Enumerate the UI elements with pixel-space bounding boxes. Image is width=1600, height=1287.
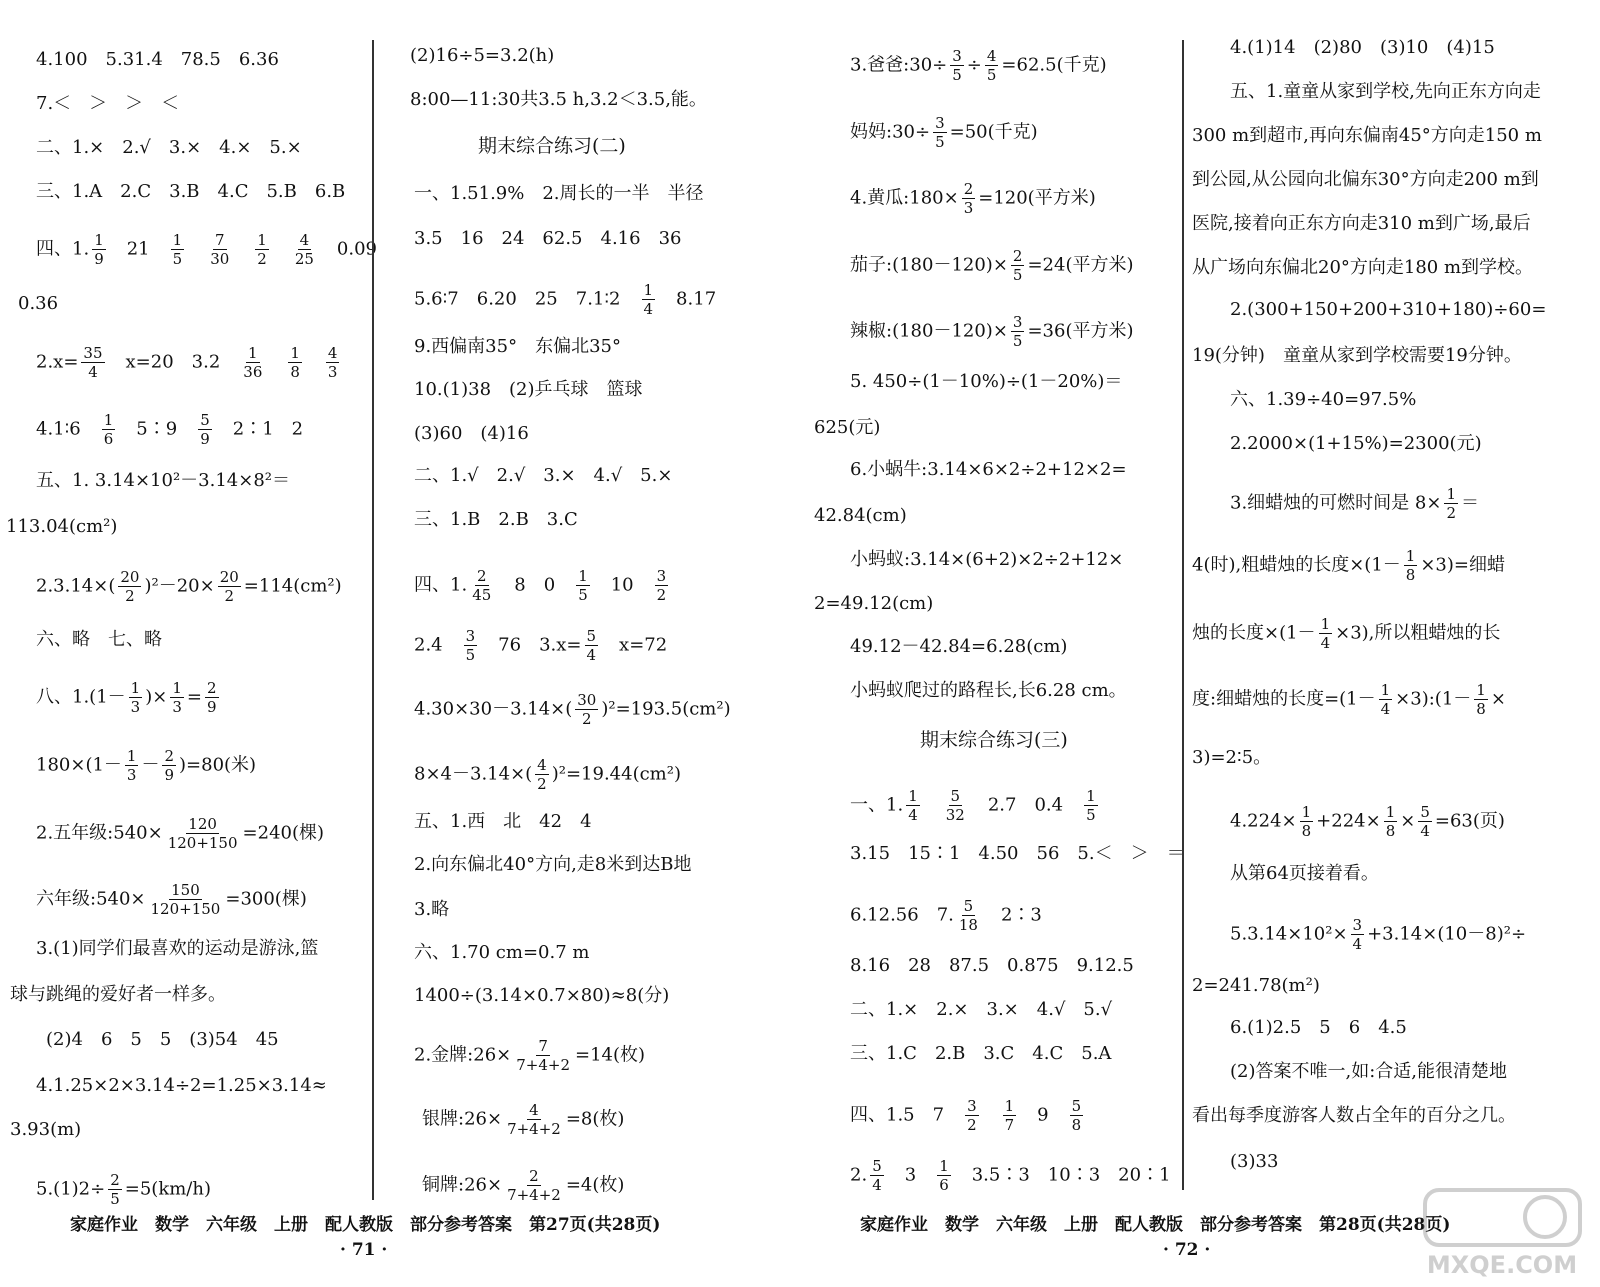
answer-line: 五、1.童童从家到学校,先向正东方向走 [1230,81,1541,102]
answer-line: 小蚂蚁爬过的路程长,长6.28 cm。 [850,680,1127,701]
answer-line: 六年级:540× $\frac{150}{120+150}$ =300(棵) [36,881,307,918]
fraction: $\frac{2}{5}$ [110,1171,120,1208]
answer-line: 113.04(cm²) [6,516,118,537]
fraction: $\frac{4}{3}$ [327,344,338,381]
fraction: $\frac{1}{9}$ [94,231,104,268]
fraction: $\frac{20}{2}$ [219,568,239,605]
answer-line: 4.224× $\frac{1}{8}$ +224× $\frac{1}{8}$ × $\frac{5}{4}$ =63(页) [1230,803,1505,840]
answer-line: (2)4 6 5 5 (3)54 45 [46,1029,279,1050]
fraction: $\frac{5}{4}$ [586,627,597,664]
fraction: $\frac{2}{9}$ [164,747,175,784]
fraction: $\frac{3}{5}$ [935,114,945,151]
fraction: $\frac{30}{2}$ [577,691,597,728]
fraction: $\frac{3}{4}$ [1352,916,1363,953]
fraction: $\frac{4}{7+4+2}$ [507,1101,561,1138]
answer-line: 625(元) [814,417,881,438]
fraction: $\frac{1}{8}$ [1385,803,1396,840]
answer-line: 2.向东偏北40°方向,走8米到达B地 [414,854,692,875]
answer-line: 4.30×30－3.14×( $\frac{30}{2}$ )²=193.5(cm²) [414,691,731,728]
answer-line: 从第64页接着看。 [1230,863,1379,884]
fraction: $\frac{1}{3}$ [126,747,137,784]
fraction: $\frac{1}{8}$ [1405,547,1416,584]
answer-line: 2.2000×(1+15%)=2300(元) [1230,433,1482,454]
answer-line: 7.＜ ＞ ＞ ＜ [36,93,180,114]
answer-line: 4.1.25×2×3.14÷2=1.25×3.14≈ [36,1075,327,1096]
answer-line: 2.五年级:540× $\frac{120}{120+150}$ =240(棵) [36,815,325,852]
answer-line: 八、1.(1－ $\frac{1}{3}$ )× $\frac{1}{3}$ = $\frac{2}{9}$ [36,679,217,716]
fraction: $\frac{120}{120+150}$ [167,815,238,852]
answer-line: 三、1.B 2.B 3.C [414,509,578,530]
fraction: $\frac{20}{2}$ [120,568,140,605]
answer-line: 铜牌:26× $\frac{2}{7+4+2}$ =4(枚) [422,1167,625,1204]
answer-line: 2.金牌:26× $\frac{7}{7+4+2}$ =14(枚) [414,1037,646,1074]
answer-line: 三、1.A 2.C 3.B 4.C 5.B 6.B [36,181,346,202]
column-divider-left [372,40,374,1200]
answer-line: 2.4 $\frac{3}{5}$ 76 3.x= $\frac{5}{4}$ x=72 [414,627,668,664]
answer-line: (3)33 [1230,1151,1279,1172]
page-number-right: · 72 · [1163,1240,1211,1260]
fraction: $\frac{4}{5}$ [986,47,997,84]
fraction: $\frac{3}{5}$ [952,47,962,84]
answer-line: 五、1.西 北 42 4 [414,811,592,832]
fraction: $\frac{1}{5}$ [1086,787,1096,824]
fraction: $\frac{5}{8}$ [1071,1097,1082,1134]
answer-line: 看出每季度游客人数占全年的百分之几。 [1192,1105,1516,1126]
answer-line: 5. 450÷(1－10%)÷(1－20%)＝ [850,371,1123,392]
answer-line: 二、1.√ 2.√ 3.× 4.√ 5.× [414,465,673,486]
fraction: $\frac{5}{32}$ [945,787,965,824]
answer-line: 19(分钟) 童童从家到学校需要19分钟。 [1192,345,1522,366]
answer-line: 六、1.39÷40=97.5% [1230,389,1417,410]
fraction: $\frac{3}{2}$ [967,1097,977,1134]
answer-line: 9.西偏南35° 东偏北35° [414,336,621,357]
fraction: $\frac{1}{2}$ [257,231,267,268]
answer-line: 8.16 28 87.5 0.875 9.12.5 [850,955,1134,976]
answer-line: 4.100 5.31.4 78.5 6.36 [36,49,279,70]
answer-line: 六、1.70 cm=0.7 m [414,942,590,963]
fraction: $\frac{1}{4}$ [1380,681,1391,718]
answer-line: 二、1.× 2.√ 3.× 4.× 5.× [36,137,302,158]
answer-line: 2. $\frac{5}{4}$ 3 $\frac{1}{6}$ 3.5∶3 10∶3 20∶1 [850,1157,1171,1194]
answer-line: 3.15 15∶1 4.50 56 5.＜ ＞ ＝ [850,843,1185,864]
answer-line: 6.(1)2.5 5 6 4.5 [1230,1017,1407,1038]
footer-right: 家庭作业 数学 六年级 上册 配人教版 部分参考答案 第28页(共28页) [860,1215,1451,1235]
fraction: $\frac{5}{4}$ [1420,803,1430,840]
fraction: $\frac{4}{25}$ [294,231,314,268]
answer-line: 5.3.14×10²× $\frac{3}{4}$ +3.14×(10－8)²÷ [1230,916,1527,953]
answer-line: 3.93(m) [10,1119,82,1140]
answer-line: 银牌:26× $\frac{4}{7+4+2}$ =8(枚) [422,1101,625,1138]
answer-line: 4(时),粗蜡烛的长度×(1－ $\frac{1}{8}$ ×3)=细蜡 [1192,547,1505,584]
fraction: $\frac{35}{4}$ [83,344,103,381]
fraction: $\frac{1}{2}$ [1446,485,1456,522]
answer-line: 期末综合练习(二) [478,135,626,157]
answer-line: 3.爸爸:30÷ $\frac{3}{5}$ ÷ $\frac{4}{5}$ =62.5(千克) [850,47,1107,84]
answer-line: 烛的长度×(1－ $\frac{1}{4}$ ×3),所以粗蜡烛的长 [1192,615,1501,652]
fraction: $\frac{1}{6}$ [939,1157,949,1194]
answer-line: 6.小蜗牛:3.14×6×2÷2+12×2= [850,459,1127,480]
answer-line: 3.细蜡烛的可燃时间是 8× $\frac{1}{2}$ ＝ [1230,485,1479,522]
answer-line: 49.12－42.84=6.28(cm) [850,636,1068,657]
fraction: $\frac{1}{7}$ [1004,1097,1015,1134]
answer-line: 从广场向东偏北20°方向走180 m到学校。 [1192,257,1534,278]
answer-line: 8×4－3.14×( $\frac{4}{2}$ )²=19.44(cm²) [414,756,681,793]
answer-line: 医院,接着向正东方向走310 m到广场,最后 [1192,213,1531,234]
answer-line: 4.黄瓜:180× $\frac{2}{3}$ =120(平方米) [850,180,1096,217]
answer-line: 3)=2∶5。 [1192,747,1272,768]
answer-line: 一、1.51.9% 2.周长的一半 半径 [414,183,704,204]
answer-line: 辣椒:(180－120)× $\frac{3}{5}$ =36(平方米) [850,313,1134,350]
answer-line: 8:00—11:30共3.5 h,3.2＜3.5,能。 [410,89,707,110]
answer-line: 180×(1－ $\frac{1}{3}$ － $\frac{2}{9}$ )=80(米) [36,747,257,784]
answer-line: 4.1∶6 $\frac{1}{6}$ 5∶9 $\frac{5}{9}$ 2∶1 2 [36,411,304,448]
answer-line: 0.36 [18,293,59,314]
fraction: $\frac{2}{45}$ [472,567,492,604]
watermark-logo [1420,1185,1585,1280]
fraction: $\frac{1}{36}$ [243,344,263,381]
fraction: $\frac{2}{5}$ [1012,247,1023,284]
answer-line: (2)答案不唯一,如:合适,能很清楚地 [1230,1061,1508,1082]
fraction: $\frac{4}{2}$ [537,756,547,793]
fraction: $\frac{2}{3}$ [963,180,974,217]
answer-line: 42.84(cm) [814,505,907,526]
answer-line: 三、1.C 2.B 3.C 4.C 5.A [850,1043,1112,1064]
fraction: $\frac{1}{4}$ [908,787,918,824]
answer-line: 10.(1)38 (2)乒乓球 篮球 [414,379,643,400]
answer-line: 2=241.78(m²) [1192,975,1320,996]
answer-line: (3)60 (4)16 [414,423,529,444]
fraction: $\frac{1}{3}$ [172,679,182,716]
fraction: $\frac{7}{30}$ [210,231,230,268]
fraction: $\frac{150}{120+150}$ [150,881,221,918]
fraction: $\frac{1}{3}$ [130,679,141,716]
fraction: $\frac{1}{4}$ [643,281,654,318]
fraction: $\frac{3}{5}$ [465,627,476,664]
answer-line: 3.5 16 24 62.5 4.16 36 [414,228,682,249]
answer-line: 妈妈:30÷ $\frac{3}{5}$ =50(千克) [850,114,1038,151]
answer-line: 一、1. $\frac{1}{4}$ $\frac{5}{32}$ 2.7 0.4 $\frac{1}{5}$ [850,787,1096,824]
answer-line: 四、1. $\frac{2}{45}$ 8 0 $\frac{1}{5}$ 10 $\frac{3}{2}$ [414,567,667,604]
fraction: $\frac{2}{9}$ [206,679,217,716]
fraction: $\frac{3}{2}$ [656,567,667,604]
answer-line: 2.3.14×( $\frac{20}{2}$ )²－20× $\frac{20}{2}$ =114(cm²) [36,568,342,605]
fraction: $\frac{1}{5}$ [172,231,183,268]
answer-line: 3.(1)同学们最喜欢的运动是游泳,篮 [36,938,319,959]
fraction: $\frac{1}{6}$ [103,411,114,448]
watermark-text: MXQE.COM [1426,1251,1578,1279]
fraction: $\frac{3}{5}$ [1012,313,1023,350]
answer-line: 2.x= $\frac{35}{4}$ x=20 3.2 $\frac{1}{36}$ $\frac{1}{8}$ $\frac{4}{3}$ [36,344,338,381]
fraction: $\frac{1}{5}$ [578,567,588,604]
fraction: $\frac{1}{8}$ [290,344,300,381]
answer-line: 四、1. $\frac{1}{9}$ 21 $\frac{1}{5}$ $\frac{7}{30}$ $\frac{1}{2}$ $\frac{4}{25}$ 0.09 [36,231,377,268]
answer-line: 5.6∶7 6.20 25 7.1∶2 $\frac{1}{4}$ 8.17 [414,281,717,318]
column-divider-right [1182,40,1184,1190]
answer-line: 2.(300+150+200+310+180)÷60= [1230,299,1547,320]
answer-line: 四、1.5 7 $\frac{3}{2}$ $\frac{1}{7}$ 9 $\frac{5}{8}$ [850,1097,1082,1134]
fraction: $\frac{1}{4}$ [1320,615,1331,652]
fraction: $\frac{5}{4}$ [872,1157,882,1194]
answer-line: 期末综合练习(三) [920,729,1068,751]
answer-line: 茄子:(180－120)× $\frac{2}{5}$ =24(平方米) [850,247,1134,284]
answer-line: 300 m到超市,再向东偏南45°方向走150 m [1192,125,1542,146]
footer-left: 家庭作业 数学 六年级 上册 配人教版 部分参考答案 第27页(共28页) [70,1215,661,1235]
answer-line: 六、略 七、略 [36,629,162,650]
answer-line: 二、1.× 2.× 3.× 4.√ 5.√ [850,999,1113,1020]
fraction: $\frac{1}{8}$ [1476,681,1486,718]
answer-line: 五、1. 3.14×10²－3.14×8²＝ [36,470,291,491]
answer-line: 度:细蜡烛的长度=(1－ $\frac{1}{4}$ ×3):(1－ $\frac{1}{8}$ × [1192,681,1506,718]
answer-line: 4.(1)14 (2)80 (3)10 (4)15 [1230,37,1495,58]
answer-line: 5.(1)2÷ $\frac{2}{5}$ =5(km/h) [36,1171,211,1208]
fraction: $\frac{2}{7+4+2}$ [507,1167,561,1204]
fraction: $\frac{5}{18}$ [958,897,978,934]
fraction: $\frac{1}{8}$ [1301,803,1312,840]
page-number-left: · 71 · [340,1240,388,1260]
answer-line: 1400÷(3.14×0.7×80)≈8(分) [414,985,670,1006]
answer-line: 球与跳绳的爱好者一样多。 [10,984,226,1005]
fraction: $\frac{7}{7+4+2}$ [516,1037,571,1074]
answer-line: (2)16÷5=3.2(h) [410,45,555,66]
answer-line: 到公园,从公园向北偏东30°方向走200 m到 [1192,169,1539,190]
answer-line: 3.略 [414,899,450,920]
fraction: $\frac{5}{9}$ [200,411,210,448]
answer-line: 小蚂蚁:3.14×(6+2)×2÷2+12× [850,549,1124,570]
answer-line: 6.12.56 7. $\frac{5}{18}$ 2∶3 [850,897,1042,934]
answer-line: 2=49.12(cm) [814,593,934,614]
